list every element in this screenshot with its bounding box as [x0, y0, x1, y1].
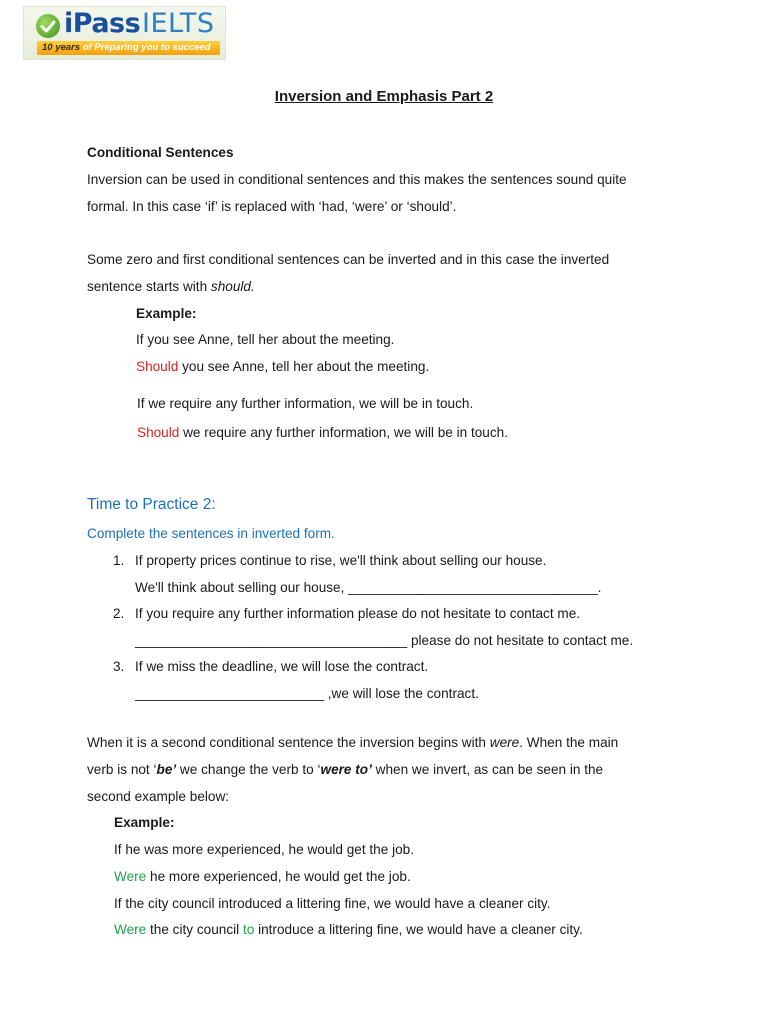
- paragraph-line: second example below:: [87, 789, 230, 804]
- practice-instruction: Complete the sentences in inverted form.: [87, 526, 335, 541]
- paragraph-line: Inversion can be used in conditional sentences and this makes the sentences sound quite: [87, 172, 627, 187]
- example-sentence: Were he more experienced, he would get the job.: [114, 869, 411, 884]
- paragraph-line: sentence starts with should.: [87, 279, 255, 294]
- example-label: Example:: [136, 306, 197, 321]
- practice-item: 1. If property prices continue to rise, we'll think about selling our house.: [113, 553, 547, 568]
- paragraph-line: formal. In this case ‘if’ is replaced with ‘had, ‘were’ or ‘should’.: [87, 199, 457, 214]
- practice-heading: Time to Practice 2:: [87, 496, 216, 513]
- example-sentence: Were the city council to introduce a littering fine, we would have a cleaner city.: [114, 922, 583, 937]
- example-sentence: Should you see Anne, tell her about the meeting.: [136, 359, 430, 374]
- section-heading-conditional: Conditional Sentences: [87, 145, 234, 160]
- logo-brand-main: iPass: [64, 8, 141, 39]
- example-sentence: If we require any further information, we will be in touch.: [137, 396, 474, 411]
- paragraph-line: verb is not ‘be’ we change the verb to ‘were to’ when we invert, as can be seen in the: [87, 762, 604, 777]
- example-sentence: If he was more experienced, he would get the job.: [114, 842, 414, 857]
- logo-brand-sub: IELTS: [142, 8, 215, 39]
- example-label: Example:: [114, 815, 175, 830]
- logo-tagline: 10 years of Preparing you to succeed: [42, 42, 211, 53]
- ipass-ielts-logo: [23, 6, 226, 60]
- example-sentence: If you see Anne, tell her about the meeting.: [136, 332, 395, 347]
- example-sentence: Should we require any further information, we will be in touch.: [137, 425, 509, 440]
- checkmark-icon: [36, 14, 60, 38]
- practice-item: 2. If you require any further information please do not hesitate to contact me.: [113, 606, 581, 621]
- practice-answer-line: We'll think about selling our house, _________________________________.: [135, 580, 602, 595]
- page-title: Inversion and Emphasis Part 2: [274, 88, 494, 105]
- paragraph-line: When it is a second conditional sentence the inversion begins with were. When the main: [87, 735, 619, 750]
- practice-answer-line: ____________________________________ please do not hesitate to contact me.: [135, 633, 634, 648]
- practice-item: 3. If we miss the deadline, we will lose the contract.: [113, 659, 429, 674]
- paragraph-line: Some zero and first conditional sentences can be inverted and in this case the inverted: [87, 252, 610, 267]
- practice-answer-line: _________________________ ,we will lose the contract.: [135, 686, 479, 701]
- example-sentence: If the city council introduced a littering fine, we would have a cleaner city.: [114, 896, 551, 911]
